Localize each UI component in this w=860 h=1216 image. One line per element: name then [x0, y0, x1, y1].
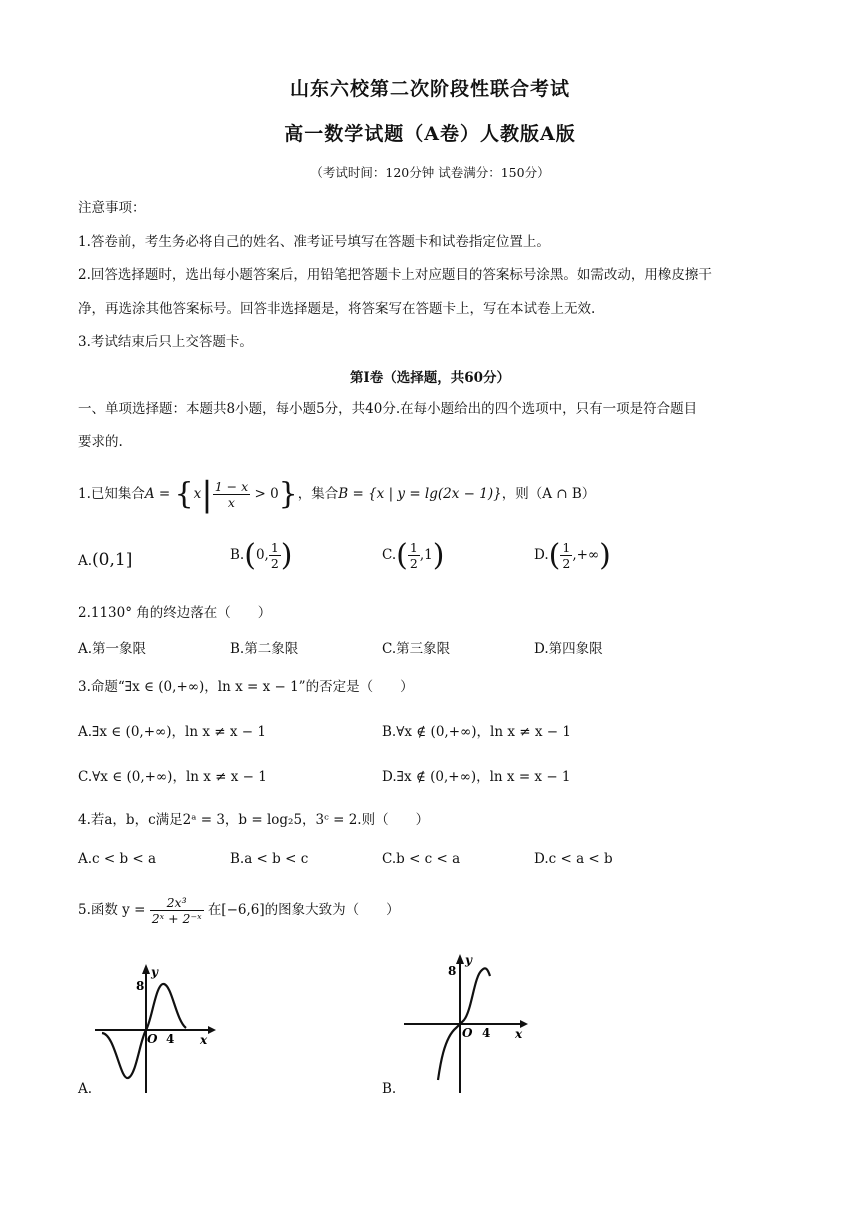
graph-b-origin: O [462, 1026, 473, 1040]
q3-option-a: A.∃x ∈ (0,+∞)，ln x ≠ x − 1 [78, 724, 266, 740]
q1-option-a [78, 550, 132, 570]
graph-b-y-arrow [456, 954, 464, 964]
q5-suffix: 在[−6,6]的图象大致为（ ） [207, 902, 400, 918]
q1-option-c: C.( $\frac{1}{2}$ ,1) [382, 538, 445, 573]
q1-option-c-right: ,1 [419, 547, 433, 563]
q1-option-b-label: B. [230, 547, 245, 563]
graph-a-x-label: x [200, 1033, 208, 1047]
exam-info: （考试时间：120分钟 试卷满分：150分） [310, 165, 550, 180]
q1-option-d-num: 1 [562, 540, 571, 555]
graph-b-y-label: y [465, 953, 472, 967]
question-5-stem [78, 893, 783, 927]
question-2-stem: 2.1130° 角的终边落在（ ） [78, 605, 272, 621]
note-item-3: 3.考试结束后只上交答题卡。 [78, 334, 253, 350]
section-intro-b: 要求的. [78, 434, 123, 450]
exam-subtitle-title: 高一数学试题（A卷）人教版A版 [284, 123, 576, 145]
q1-option-c-label: C. [382, 547, 397, 563]
q1-option-b-fraction [269, 540, 281, 571]
q1-option-a-label: A. [78, 553, 93, 569]
q4-option-a: A.c < b < a [78, 851, 157, 867]
q4-option-d: D.c < a < b [534, 851, 613, 867]
graph-a-x-arrow [208, 1026, 216, 1034]
q2-option-b: B.第二象限 [230, 641, 299, 657]
question-3-stem: 3.命题“∃x ∈ (0,+∞)，ln x = x − 1”的否定是（ ） [78, 679, 414, 695]
notes-heading: 注意事项： [78, 200, 146, 216]
q3-option-c: C.∀x ∈ (0,+∞)，ln x ≠ x − 1 [78, 769, 267, 785]
note-item-1: 1.答卷前，考生务必将自己的姓名、准考证号填写在答题卡和试卷指定位置上。 [78, 234, 550, 250]
q5-option-a-label: A. [78, 1081, 93, 1097]
q1-set-b: B = {x | y = lg(2x − 1)} [338, 486, 502, 502]
graph-a-y-label: y [151, 965, 158, 979]
q5-graph-b [398, 948, 538, 1095]
q1-option-b-left: 0, [255, 547, 269, 563]
q1-mid: ，集合 [297, 486, 339, 502]
graph-a-tick-4: 4 [166, 1032, 175, 1046]
q1-option-d-label: D. [534, 547, 549, 563]
q1-option-c-num: 1 [409, 540, 418, 555]
q5-prefix: 5.函数 y = [78, 902, 150, 918]
q1-fraction [213, 479, 250, 510]
graph-b-tick-8: 8 [448, 964, 457, 978]
graph-a-y-arrow [142, 964, 150, 974]
note-item-2a: 2.回答选择题时，选出每小题答案后，用铅笔把答题卡上对应题目的答案标号涂黑。如需改动，用橡皮擦干 [78, 267, 712, 283]
q4-option-b: B.a < b < c [230, 851, 309, 867]
q1-option-b-num: 1 [270, 540, 279, 555]
q1-cond-a: > 0 [254, 486, 279, 502]
graph-b-tick-4: 4 [482, 1026, 491, 1040]
q1-option-d-right: ,+∞ [572, 547, 600, 563]
q1-option-d-fraction [560, 540, 572, 571]
note-item-2b: 净，再选涂其他答案标号。回答非选择题是，将答案写在答题卡上，写在本试卷上无效. [78, 301, 596, 317]
q1-option-b: B.(0, $\frac{1}{2}$ ) [230, 538, 293, 573]
section-title: 第Ⅰ卷（选择题，共60分） [349, 370, 511, 386]
q3-option-b: B.∀x ∉ (0,+∞)，ln x ≠ x − 1 [382, 724, 571, 740]
q1-prefix: 1.已知集合 [78, 486, 145, 502]
q1-option-d-den: 2 [562, 556, 571, 571]
q5-graph-a [90, 960, 220, 1095]
graph-a-origin: O [147, 1032, 158, 1046]
q1-option-c-den: 2 [409, 556, 418, 571]
q3-option-d: D.∃x ∉ (0,+∞)，ln x = x − 1 [382, 769, 571, 785]
question-4-stem: 4.若a，b，c满足2ᵃ = 3，b = log₂5，3ᶜ = 2.则（ ） [78, 812, 430, 828]
q4-option-c: C.b < c < a [382, 851, 461, 867]
q1-frac-den: x [227, 495, 235, 510]
section-intro-a: 一、单项选择题：本题共8小题，每小题5分，共40分.在每小题给出的四个选项中，只有一项是符合题目 [78, 401, 698, 417]
q2-option-d: D.第四象限 [534, 641, 603, 657]
q5-frac-den: 2ˣ + 2⁻ˣ [151, 911, 202, 926]
q5-option-b-label: B. [382, 1081, 397, 1097]
graph-b-x-label: x [515, 1027, 523, 1041]
q5-frac-num: 2x³ [150, 895, 204, 911]
q2-option-a: A.第一象限 [78, 641, 147, 657]
q1-option-b-den: 2 [270, 556, 279, 571]
q1-suffix: ，则（A ∩ B） [501, 486, 596, 502]
q1-frac-num: 1 − x [214, 479, 249, 494]
q1-option-a-value: (0,1] [92, 550, 133, 570]
question-1-stem: 1.已知集合A = {x| $\frac{1 - x}{x}$ > 0}，集合B = {x | y = lg(2x − 1)}，则（A ∩ B） [78, 474, 596, 515]
q1-var-x: x [193, 486, 202, 502]
q1-option-c-fraction [408, 540, 420, 571]
graph-a-tick-8: 8 [136, 979, 145, 993]
q2-option-c: C.第三象限 [382, 641, 451, 657]
q1-option-d: D.( $\frac{1}{2}$ ,+∞) [534, 538, 611, 573]
exam-title: 山东六校第二次阶段性联合考试 [289, 78, 570, 100]
q1-set-a-lhs: A = [144, 486, 175, 502]
q5-fraction [150, 895, 204, 926]
